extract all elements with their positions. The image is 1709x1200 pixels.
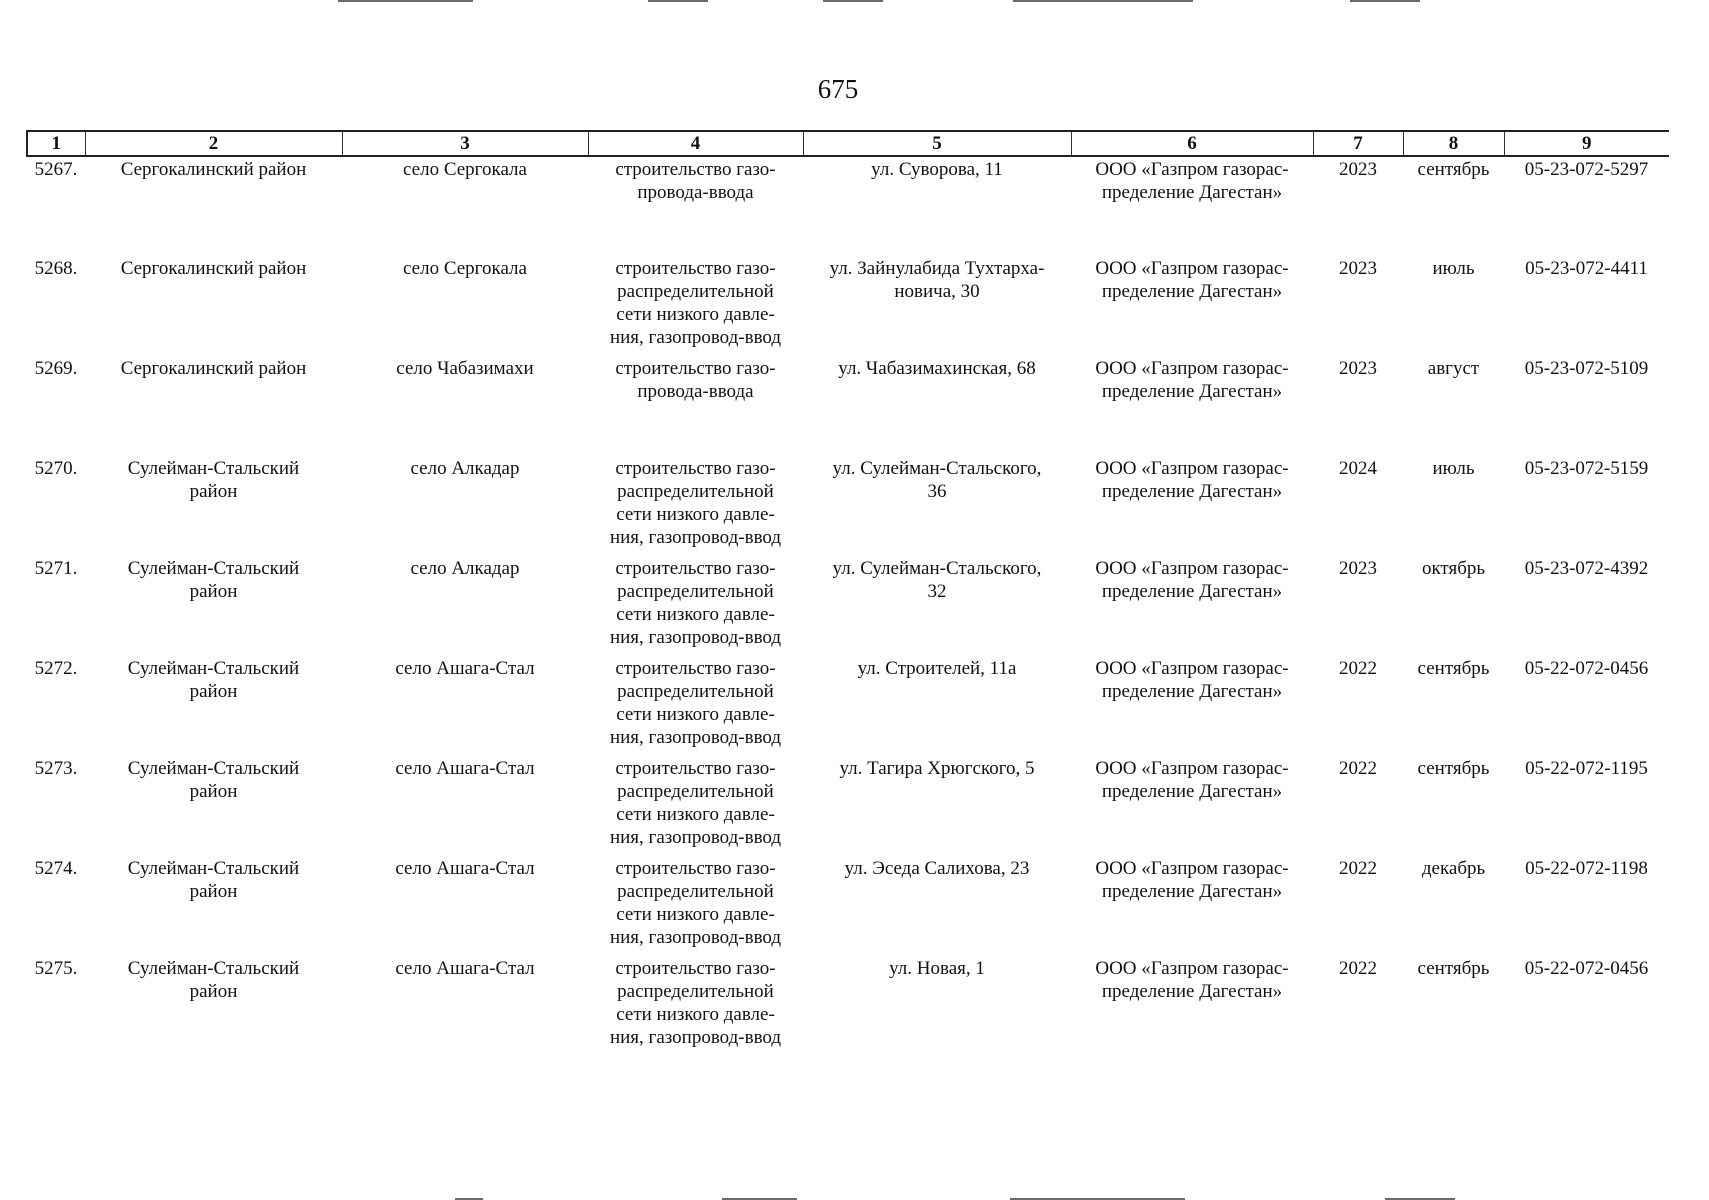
work-type-cell: строительство газо- распределительной сети низкого давле- ния, газопровод-ввод [609, 558, 782, 648]
district-cell: Сулейман-Стальский район [127, 758, 300, 802]
scan-edge-line [823, 0, 883, 2]
row-number: 5273. [34, 758, 78, 779]
district-cell: Сулейман-Стальский район [127, 658, 300, 702]
scan-edge-line [338, 0, 473, 2]
district-cell: Сулейман-Стальский район [127, 458, 300, 502]
row-number: 5270. [34, 458, 78, 479]
registry-code-cell: 05-22-072-1195 [1525, 758, 1648, 779]
district-cell: Сергокалинский район [120, 258, 307, 279]
column-header-2: 2 [85, 131, 342, 156]
registry-code-cell: 05-23-072-5159 [1524, 458, 1649, 479]
address-cell: ул. Тагира Хрюгского, 5 [839, 758, 1035, 779]
header-row [27, 131, 1669, 156]
row-number: 5267. [34, 159, 78, 180]
registry-code-cell: 05-23-072-4392 [1524, 558, 1649, 579]
table-row [27, 956, 1669, 1056]
organization-cell: ООО «Газпром газорас- пределение Дагестан» [1095, 758, 1289, 802]
settlement-cell: село Ашага-Стал [395, 758, 535, 779]
column-header-7: 7 [1313, 131, 1403, 156]
table-row [27, 756, 1669, 856]
row-number: 5271. [34, 558, 78, 579]
table-row [27, 556, 1669, 656]
year-cell: 2023 [1339, 258, 1377, 279]
table-body [27, 156, 1669, 1056]
work-type-cell: строительство газо- распределительной сети низкого давле- ния, газопровод-ввод [609, 758, 782, 848]
settlement-cell: село Ашага-Стал [395, 658, 535, 679]
table-row [27, 656, 1669, 756]
page-number: 675 [817, 74, 859, 104]
address-cell: ул. Строителей, 11а [857, 658, 1017, 679]
registry-code-cell: 05-23-072-5297 [1524, 159, 1649, 180]
work-type-cell: строительство газо- провода-ввода [615, 159, 776, 203]
table-row [27, 256, 1669, 356]
row-number: 5268. [34, 258, 78, 279]
registry-code-cell: 05-22-072-0456 [1524, 958, 1649, 979]
table-row [27, 856, 1669, 956]
column-header-5: 5 [803, 131, 1071, 156]
address-cell: ул. Сулейман-Стальского, 32 [832, 558, 1042, 602]
address-cell: ул. Зайнулабида Тухтарха- новича, 30 [829, 258, 1045, 302]
column-header-6: 6 [1071, 131, 1313, 156]
work-type-cell: строительство газо- распределительной сети низкого давле- ния, газопровод-ввод [609, 658, 782, 748]
organization-cell: ООО «Газпром газорас- пределение Дагестан» [1095, 958, 1289, 1002]
organization-cell: ООО «Газпром газорас- пределение Дагестан» [1095, 458, 1289, 502]
organization-cell: ООО «Газпром газорас- пределение Дагестан» [1095, 258, 1289, 302]
scan-edge-line [648, 0, 708, 2]
settlement-cell: село Сергокала [403, 258, 527, 279]
settlement-cell: село Алкадар [410, 558, 520, 579]
month-cell: сентябрь [1417, 958, 1490, 979]
district-cell: Сулейман-Стальский район [127, 558, 300, 602]
month-cell: сентябрь [1417, 758, 1490, 779]
column-header-4: 4 [588, 131, 803, 156]
district-cell: Сергокалинский район [120, 358, 307, 379]
organization-cell: ООО «Газпром газорас- пределение Дагестан» [1095, 159, 1289, 203]
year-cell: 2023 [1339, 558, 1377, 579]
address-cell: ул. Суворова, 11 [871, 159, 1003, 180]
column-header-8: 8 [1403, 131, 1504, 156]
settlement-cell: село Сергокала [403, 159, 527, 180]
district-cell: Сулейман-Стальский район [127, 958, 300, 1002]
month-cell: июль [1432, 458, 1475, 479]
month-cell: декабрь [1421, 858, 1486, 879]
work-type-cell: строительство газо- распределительной сети низкого давле- ния, газопровод-ввод [609, 458, 782, 548]
column-header-1: 1 [27, 131, 85, 156]
settlement-cell: село Ашага-Стал [395, 858, 535, 879]
work-type-cell: строительство газо- распределительной сети низкого давле- ния, газопровод-ввод [609, 258, 782, 348]
district-cell: Сергокалинский район [120, 159, 307, 180]
registry-code-cell: 05-22-072-1198 [1525, 858, 1648, 879]
address-cell: ул. Чабазимахинская, 68 [838, 358, 1036, 379]
row-number: 5275. [34, 958, 78, 979]
district-cell: Сулейман-Стальский район [127, 858, 300, 902]
work-type-cell: строительство газо- провода-ввода [615, 358, 776, 402]
settlement-cell: село Ашага-Стал [395, 958, 535, 979]
address-cell: ул. Сулейман-Стальского, 36 [832, 458, 1042, 502]
table-header [27, 131, 1669, 156]
month-cell: октябрь [1421, 558, 1486, 579]
work-type-cell: строительство газо- распределительной сети низкого давле- ния, газопровод-ввод [609, 958, 782, 1048]
year-cell: 2022 [1339, 858, 1377, 879]
month-cell: сентябрь [1417, 159, 1490, 180]
row-number: 5272. [34, 658, 78, 679]
year-cell: 2023 [1339, 159, 1377, 180]
organization-cell: ООО «Газпром газорас- пределение Дагестан» [1095, 858, 1289, 902]
settlement-cell: село Алкадар [410, 458, 520, 479]
scan-edge-line [1350, 0, 1420, 2]
organization-cell: ООО «Газпром газорас- пределение Дагестан» [1095, 558, 1289, 602]
organization-cell: ООО «Газпром газорас- пределение Дагестан» [1095, 658, 1289, 702]
registry-table [26, 130, 1669, 1056]
month-cell: август [1427, 358, 1480, 379]
month-cell: сентябрь [1417, 658, 1490, 679]
organization-cell: ООО «Газпром газорас- пределение Дагестан» [1095, 358, 1289, 402]
table-row [27, 356, 1669, 456]
row-number: 5274. [34, 858, 78, 879]
settlement-cell: село Чабазимахи [396, 358, 534, 379]
registry-code-cell: 05-23-072-4411 [1525, 258, 1648, 279]
year-cell: 2022 [1339, 958, 1377, 979]
table-row [27, 456, 1669, 556]
column-header-3: 3 [342, 131, 588, 156]
scan-edge-line [1013, 0, 1193, 2]
year-cell: 2022 [1339, 658, 1377, 679]
work-type-cell: строительство газо- распределительной сети низкого давле- ния, газопровод-ввод [609, 858, 782, 948]
column-header-9: 9 [1504, 131, 1669, 156]
year-cell: 2023 [1339, 358, 1377, 379]
registry-code-cell: 05-22-072-0456 [1524, 658, 1649, 679]
month-cell: июль [1432, 258, 1475, 279]
row-number: 5269. [34, 358, 78, 379]
address-cell: ул. Новая, 1 [889, 958, 985, 979]
year-cell: 2022 [1339, 758, 1377, 779]
year-cell: 2024 [1339, 458, 1377, 479]
registry-code-cell: 05-23-072-5109 [1524, 358, 1649, 379]
table-row [27, 156, 1669, 256]
address-cell: ул. Эседа Салихова, 23 [844, 858, 1030, 879]
